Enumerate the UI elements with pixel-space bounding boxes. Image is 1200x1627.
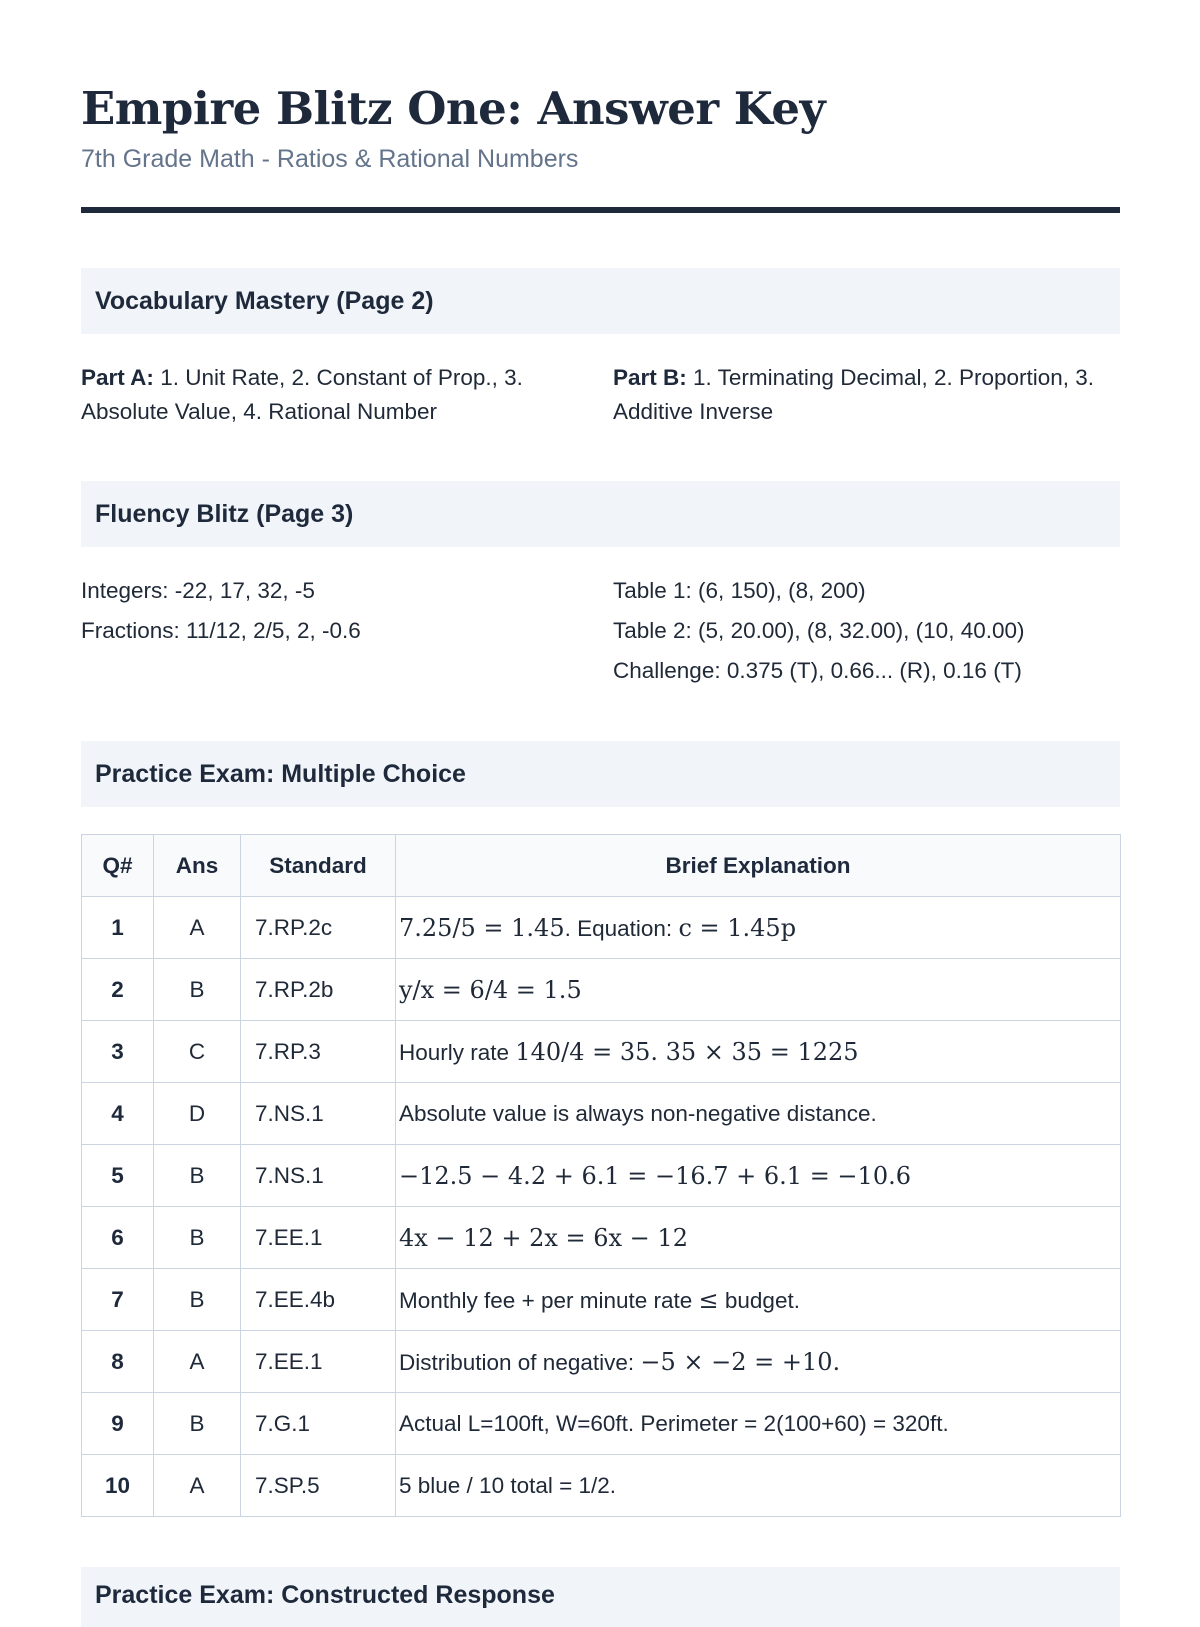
- table-row: [82, 959, 1121, 1021]
- question-number: 10: [82, 1455, 154, 1517]
- explanation-text: Monthly fee + per minute rate: [399, 1287, 699, 1313]
- header-divider: [81, 207, 1120, 213]
- table-row: [82, 1269, 1121, 1331]
- fluency-section-heading: Fluency Blitz (Page 3): [81, 481, 1120, 547]
- table-row: [82, 897, 1121, 959]
- answer-letter: A: [154, 897, 241, 959]
- explanation: [396, 1021, 1121, 1083]
- question-number: 5: [82, 1145, 154, 1207]
- fluency-right-column: [613, 571, 1120, 691]
- explanation-math: 140/4 = 35. 35 × 35 = 1225: [515, 1037, 859, 1066]
- multiple-choice-table: [81, 834, 1121, 1517]
- explanation-math: 7.25/5 = 1.45: [399, 913, 565, 942]
- answer-letter: D: [154, 1083, 241, 1145]
- answer-letter: A: [154, 1455, 241, 1517]
- fluency-answers: [81, 571, 1120, 691]
- column-header-question: Q#: [82, 835, 154, 897]
- standard-code: 7.RP.2c: [241, 897, 396, 959]
- question-number: 6: [82, 1207, 154, 1269]
- question-number: 8: [82, 1331, 154, 1393]
- column-header-standard: Standard: [241, 835, 396, 897]
- explanation: Absolute value is always non-negative distance.: [396, 1083, 1121, 1145]
- explanation: [396, 1145, 1121, 1207]
- explanation-text: . Equation:: [564, 915, 679, 941]
- page-title: Empire Blitz One: Answer Key: [81, 82, 826, 135]
- standard-code: 7.SP.5: [241, 1455, 396, 1517]
- table-row: [82, 1145, 1121, 1207]
- question-number: 1: [82, 897, 154, 959]
- explanation-math: c = 1.45p: [678, 913, 797, 942]
- explanation-math: ≤: [698, 1285, 719, 1314]
- table-2-answers: Table 2: (5, 20.00), (8, 32.00), (10, 40.00): [613, 618, 1025, 643]
- explanation: [396, 1207, 1121, 1269]
- column-header-answer: Ans: [154, 835, 241, 897]
- part-b-answers: 1. Terminating Decimal, 2. Proportion, 3. Additive Inverse: [613, 365, 1095, 424]
- constructed-response-section-heading: Practice Exam: Constructed Response: [81, 1567, 1120, 1627]
- standard-code: 7.EE.1: [241, 1207, 396, 1269]
- table-row: [82, 1393, 1121, 1455]
- fractions-answers: Fractions: 11/12, 2/5, 2, -0.6: [81, 618, 361, 643]
- question-number: 7: [82, 1269, 154, 1331]
- fluency-left-column: [81, 571, 613, 691]
- explanation: [396, 1269, 1121, 1331]
- part-a-label: Part A:: [81, 365, 154, 390]
- standard-code: 7.RP.3: [241, 1021, 396, 1083]
- standard-code: 7.G.1: [241, 1393, 396, 1455]
- question-number: 9: [82, 1393, 154, 1455]
- explanation-text: budget.: [718, 1287, 800, 1313]
- multiple-choice-section-heading: Practice Exam: Multiple Choice: [81, 741, 1120, 807]
- part-b-label: Part B:: [613, 365, 687, 390]
- explanation-math: −12.5 − 4.2 + 6.1 = −16.7 + 6.1 = −10.6: [399, 1161, 911, 1190]
- table-1-answers: Table 1: (6, 150), (8, 200): [613, 578, 866, 603]
- explanation-math: y/x = 6/4 = 1.5: [399, 975, 582, 1004]
- table-row: [82, 1021, 1121, 1083]
- challenge-answers: Challenge: 0.375 (T), 0.66... (R), 0.16 (T): [613, 658, 1022, 683]
- page-subtitle: 7th Grade Math - Ratios & Rational Numbers: [81, 145, 579, 173]
- explanation: [396, 959, 1121, 1021]
- vocabulary-answers: [81, 361, 1120, 429]
- explanation-text: Distribution of negative:: [399, 1349, 641, 1375]
- answer-letter: A: [154, 1331, 241, 1393]
- standard-code: 7.EE.4b: [241, 1269, 396, 1331]
- explanation: 5 blue / 10 total = 1/2.: [396, 1455, 1121, 1517]
- table-row: [82, 1331, 1121, 1393]
- table-row: [82, 1207, 1121, 1269]
- explanation: [396, 1331, 1121, 1393]
- standard-code: 7.EE.1: [241, 1331, 396, 1393]
- explanation-math: −5 × −2 = +10.: [640, 1347, 841, 1376]
- explanation-text: Hourly rate: [399, 1039, 516, 1065]
- explanation-math: 4x − 12 + 2x = 6x − 12: [399, 1223, 688, 1252]
- explanation: Actual L=100ft, W=60ft. Perimeter = 2(100+60) = 320ft.: [396, 1393, 1121, 1455]
- vocabulary-part-a: [81, 361, 613, 429]
- vocabulary-section-heading: Vocabulary Mastery (Page 2): [81, 268, 1120, 334]
- table-row: [82, 1083, 1121, 1145]
- question-number: 4: [82, 1083, 154, 1145]
- vocabulary-part-b: [613, 361, 1120, 429]
- part-a-answers: 1. Unit Rate, 2. Constant of Prop., 3. Absolute Value, 4. Rational Number: [81, 365, 523, 424]
- answer-letter: B: [154, 959, 241, 1021]
- answer-letter: C: [154, 1021, 241, 1083]
- standard-code: 7.RP.2b: [241, 959, 396, 1021]
- integers-answers: Integers: -22, 17, 32, -5: [81, 578, 315, 603]
- question-number: 3: [82, 1021, 154, 1083]
- answer-letter: B: [154, 1145, 241, 1207]
- question-number: 2: [82, 959, 154, 1021]
- table-row: [82, 1455, 1121, 1517]
- standard-code: 7.NS.1: [241, 1145, 396, 1207]
- answer-letter: B: [154, 1207, 241, 1269]
- answer-letter: B: [154, 1269, 241, 1331]
- table-header-row: [82, 835, 1121, 897]
- answer-letter: B: [154, 1393, 241, 1455]
- column-header-explanation: Brief Explanation: [396, 835, 1121, 897]
- explanation: [396, 897, 1121, 959]
- standard-code: 7.NS.1: [241, 1083, 396, 1145]
